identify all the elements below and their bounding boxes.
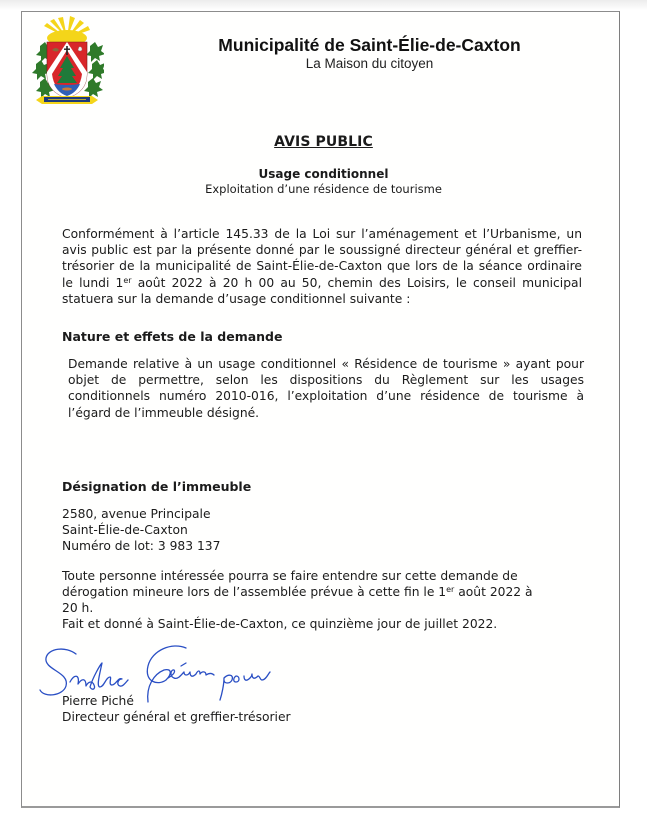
notice-subject: Usage conditionnel (258, 167, 389, 181)
lot-number: Numéro de lot: 3 983 137 (62, 539, 221, 554)
intro-text-1: Conformément à l’article 145.33 de la Loi sur l’aménagement et l’Urbanisme, un avis public est par la présente donné par le soussigné directeur général et greffier-trésorier de la municipalité de Saint-Élie-de-Caxton que lors de la séance ordinaire le lundi 1 (62, 227, 582, 290)
viewer-top-shadow (0, 0, 647, 10)
nature-paragraph: Demande relative à un usage conditionnel « Résidence de tourisme » ayant pour objet de permettre, selon les dispositions du Règlement sur les usages conditionnels numéro 2010-016, l’exploitation d’une résidence de tourisme à l’égard de l’immeuble désigné. (68, 357, 584, 420)
municipality-name: Municipalité de Saint-Élie-de-Caxton (218, 35, 521, 55)
hearing-text-2: août 2022 à 20 h. (62, 585, 533, 616)
intro-text-2: août 2022 à 20 h 00 au 50, chemin des Loisirs, le conseil municipal statuera sur la demande d’usage conditionnel suivante : (62, 275, 582, 306)
address-street: 2580, avenue Principale (62, 507, 211, 521)
municipality-tagline: La Maison du citoyen (305, 56, 434, 71)
intro-paragraph (62, 226, 582, 307)
signatory-title: Directeur général et greffier-trésorier (62, 710, 291, 725)
hearing-superscript: er (446, 585, 455, 595)
property-address (62, 506, 220, 555)
designation-heading: Désignation de l’immeuble (62, 479, 252, 494)
signatory-block (62, 693, 291, 725)
intro-superscript: er (123, 275, 132, 285)
hearing-paragraph (62, 568, 552, 617)
notice-title: AVIS PUBLIC (274, 134, 373, 150)
closing-paragraph: Fait et donné à Saint-Élie-de-Caxton, ce quinzième jour de juillet 2022. (62, 617, 498, 631)
nature-heading: Nature et effets de la demande (62, 329, 283, 344)
address-city: Saint-Élie-de-Caxton (62, 523, 188, 538)
hearing-text-1: Toute personne intéressée pourra se faire entendre sur cette demande de dérogation mineure lors de l’assemblée prévue à cette fin le 1 (62, 569, 518, 600)
signatory-name: Pierre Piché (62, 694, 134, 708)
notice-subject-detail: Exploitation d’une résidence de tourisme (205, 182, 442, 196)
